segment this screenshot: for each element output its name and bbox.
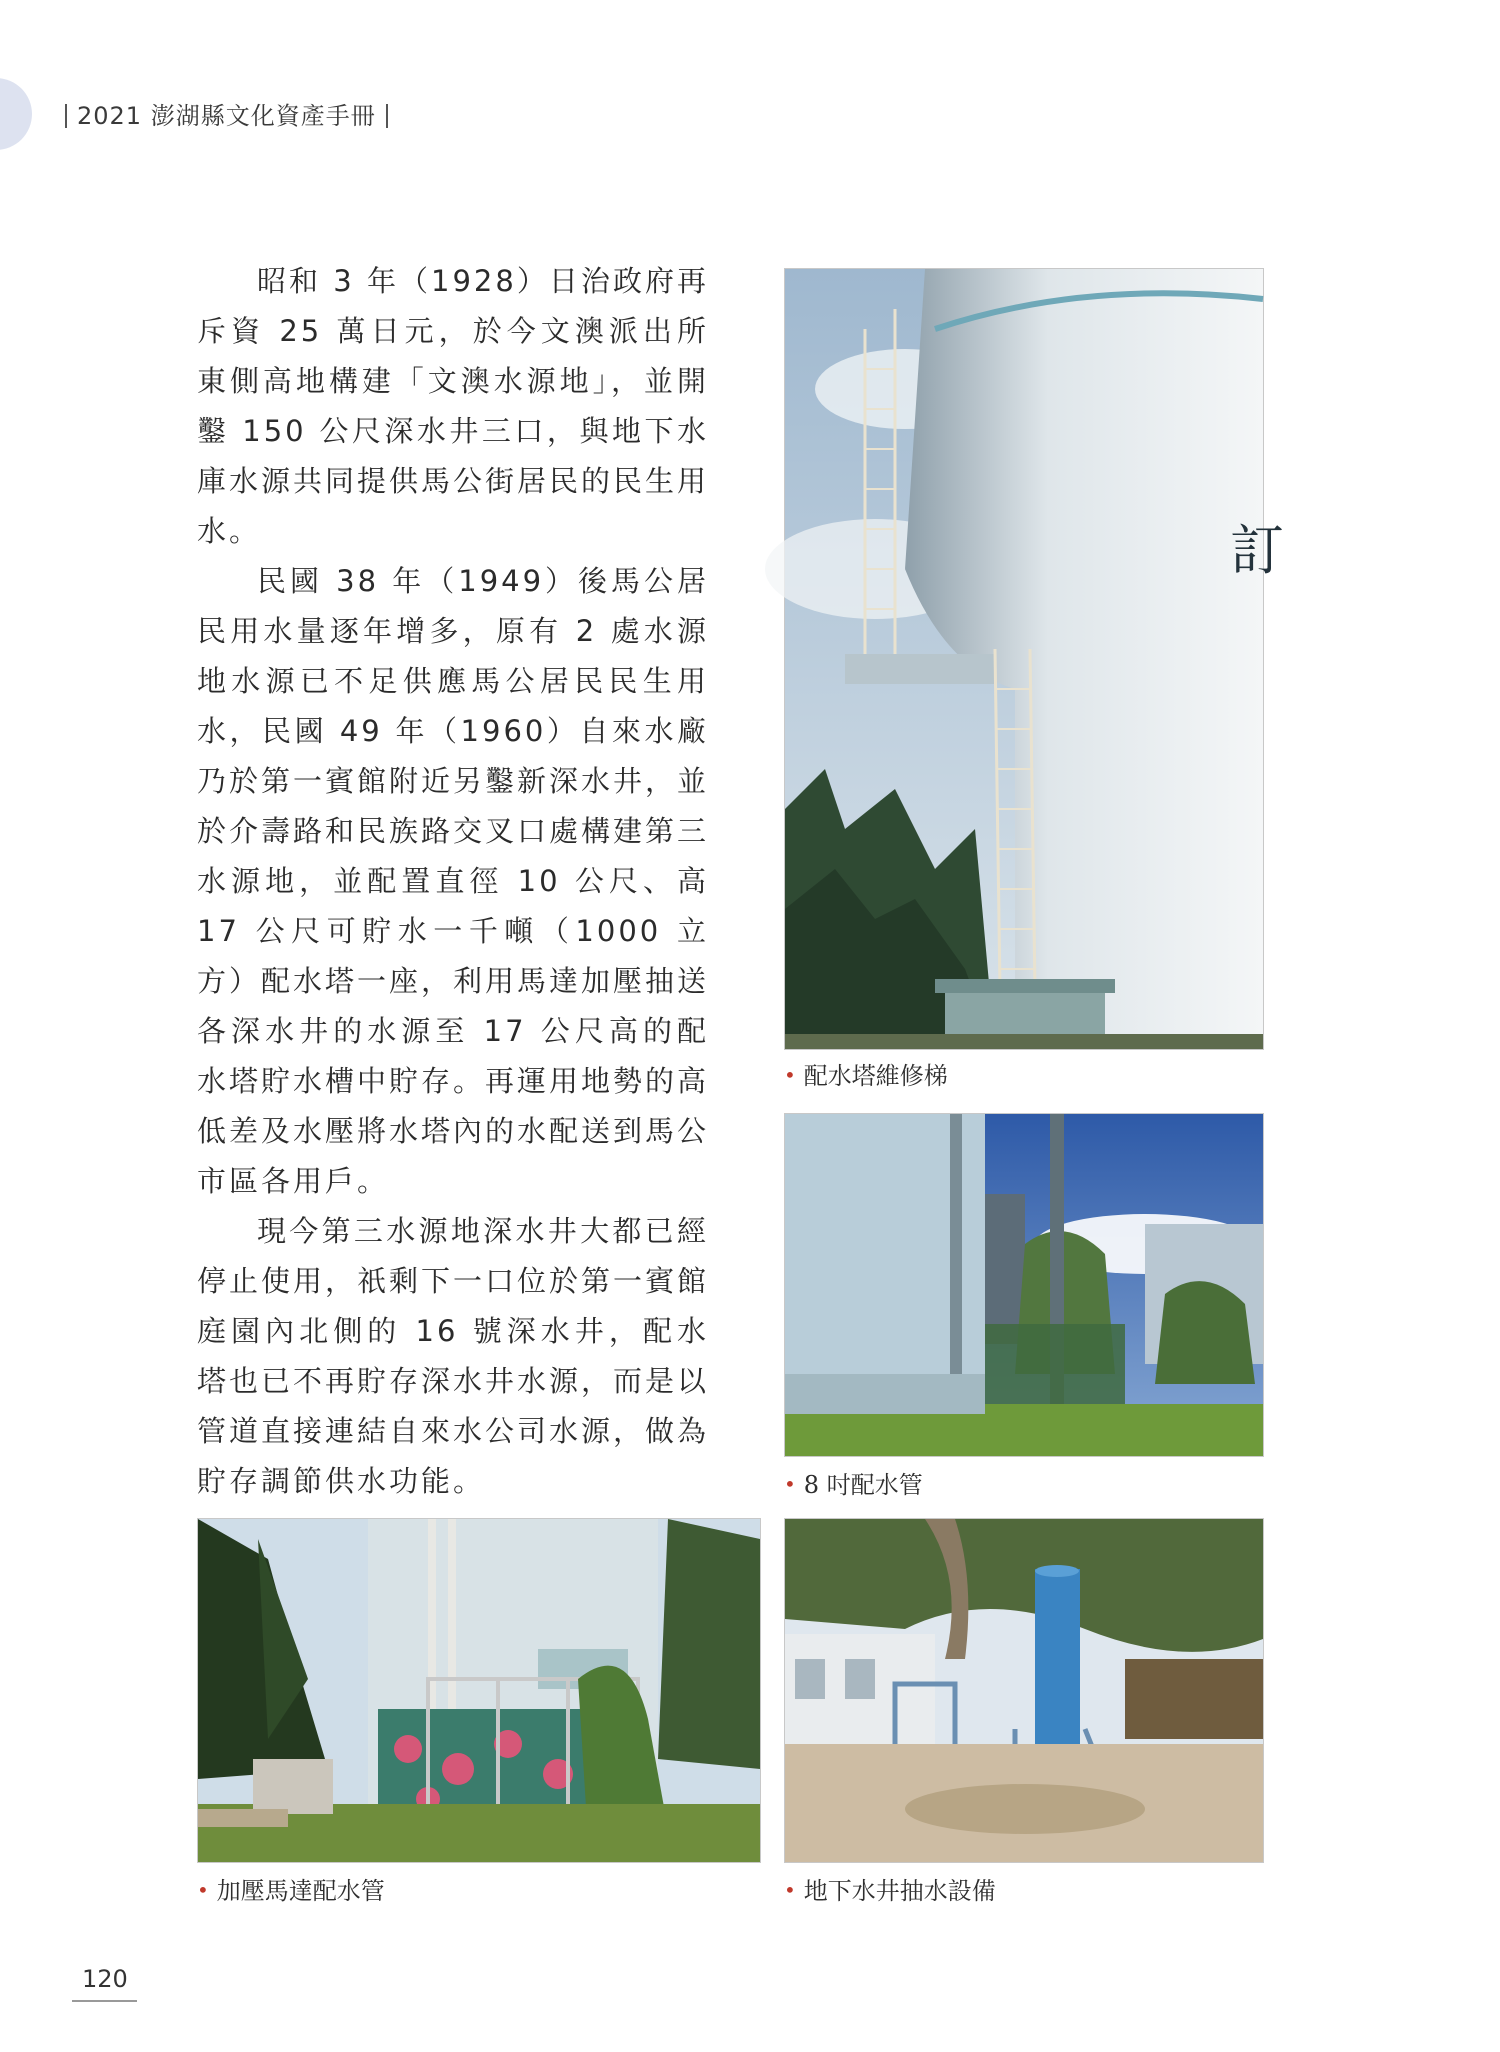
header-divider-right: [386, 104, 388, 128]
body-text: [197, 256, 709, 1506]
page-number: 120: [82, 1965, 128, 1993]
caption-text: 配水塔維修梯: [803, 1062, 948, 1090]
photo-tower-ladder: [784, 268, 1284, 1050]
caption-well-pump: [784, 1871, 996, 1906]
caption-motor-pipe: [197, 1871, 385, 1906]
running-header: [55, 96, 398, 131]
header-divider-left: [65, 104, 67, 128]
paragraph-2: 民國 38 年（1949）後馬公居民用水量逐年增多，原有 2 處水源地水源已不足供應馬公居民民生用水，民國 49 年（1960）自來水廠乃於第一賓館附近另鑿新深水井，並於介壽路和民族路交叉口處構建第三水源地，並配置直徑 10 公尺、高 17 公尺可貯水一千噸（1000 立方）配水塔一座，利用馬達加壓抽送各深水井的水源至 17 公尺高的配水塔貯水槽中貯存。再運用地勢的高低差及水壓將水塔內的水配送到馬公市區各用戶。: [197, 564, 710, 1198]
caption-text: 加壓馬達配水管: [216, 1877, 385, 1905]
caption-text: 8 吋配水管: [803, 1471, 923, 1499]
bullet-dot: •: [784, 1878, 796, 1902]
bullet-dot: •: [784, 1472, 796, 1496]
bullet-dot: •: [197, 1878, 209, 1902]
photo-8inch-pipe: [784, 1113, 1264, 1457]
photo-well-pump: [784, 1518, 1264, 1863]
chapter-tab: [0, 78, 32, 150]
bullet-dot: •: [784, 1063, 796, 1087]
photo-motor-pipe: [197, 1518, 761, 1863]
svg-text:訂: 訂: [1230, 519, 1284, 582]
caption-tower-ladder: [784, 1056, 948, 1091]
caption-text: 地下水井抽水設備: [803, 1877, 996, 1905]
paragraph-1: 昭和 3 年（1928）日治政府再斥資 25 萬日元，於今文澳派出所東側高地構建「文澳水源地」，並開鑿 150 公尺深水井三口，與地下水庫水源共同提供馬公街居民的民生用水。: [197, 264, 710, 548]
page-number-underline: [72, 2000, 137, 2002]
paragraph-3: 現今第三水源地深水井大都已經停止使用，祇剩下一口位於第一賓館庭園內北側的 16 號深水井，配水塔也已不再貯存深水井水源，而是以管道直接連結自來水公司水源，做為貯存調節供水功能。: [197, 1214, 710, 1498]
caption-8inch-pipe: [784, 1465, 923, 1500]
header-title: 2021 澎湖縣文化資產手冊: [77, 102, 376, 130]
